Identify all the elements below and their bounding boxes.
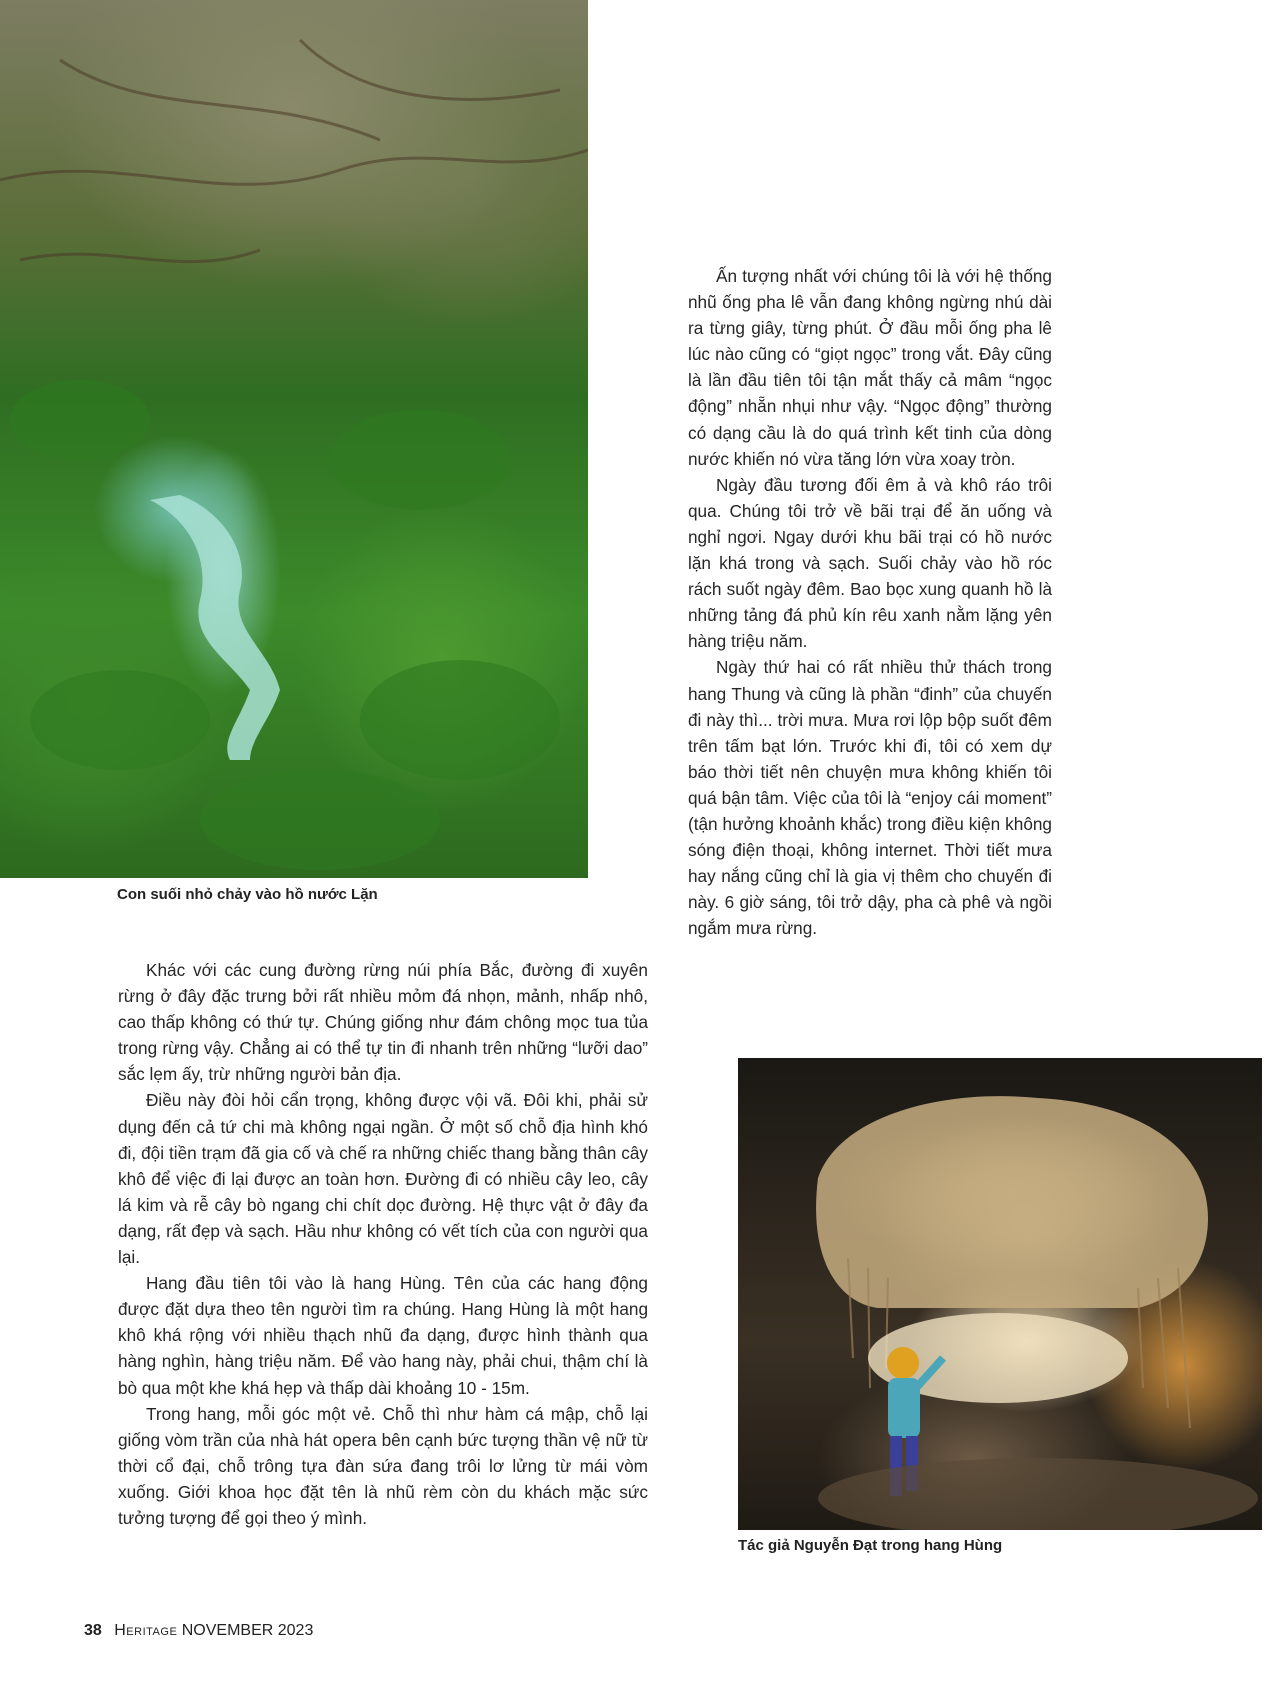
forest-photo-caption: Con suối nhỏ chảy vào hồ nước Lặn xyxy=(117,886,378,903)
paragraph: Hang đầu tiên tôi vào là hang Hùng. Tên của các hang động được đặt dựa theo tên người tìm ra chúng. Hang Hùng là một hang khô khá rộng với nhiều thạch nhũ đa dạng, được hình thành qua hàng nghìn, hàng triệu năm. Để vào hang này, phải chui, thậm chí là bò qua một khe khá hẹp và thấp dài khoảng 10 - 15m. xyxy=(118,1273,648,1398)
paragraph: Khác với các cung đường rừng núi phía Bắc, đường đi xuyên rừng ở đây đặc trưng bởi rất nhiều mỏm đá nhọn, mảnh, nhấp nhô, cao thấp không có thứ tự. Chúng giống như đám chông mọc tua tủa trong rừng vậy. Chẳng ai có thể tự tin đi nhanh trên những “lưỡi dao” sắc lẹm ấy, trừ những người bản địa. xyxy=(118,960,648,1085)
forest-stream-illustration xyxy=(0,0,588,878)
article-left-column xyxy=(118,957,648,1531)
forest-stream-photo xyxy=(0,0,588,878)
paragraph: Trong hang, mỗi góc một vẻ. Chỗ thì như hàm cá mập, chỗ lại giống vòm trần của nhà hát opera bên cạnh bức tượng thần vệ nữ từ thời cổ đại, chỗ trông tựa đàn sứa đang trôi lơ lửng từ mái vòm xuống. Giới khoa học đặt tên là nhũ rèm còn du khách mặc sức tưởng tượng để gọi theo ý mình. xyxy=(118,1403,648,1528)
paragraph: Ấn tượng nhất với chúng tôi là với hệ thống nhũ ống pha lê vẫn đang không ngừng nhú dài ra từng giây, từng phút. Ở đầu mỗi ống pha lê lúc nào cũng có “giọt ngọc” trong vắt. Đây cũng là lần đầu tiên tôi tận mắt thấy cả mâm “ngọc động” nhẵn nhụi như vậy. “Ngọc động” thường có dạng cầu là do quá trình kết tinh của dòng nước khiến nó vừa tăng lớn vừa xoay tròn. xyxy=(688,266,1052,469)
paragraph: Ngày đầu tương đối êm ả và khô ráo trôi qua. Chúng tôi trở về bãi trại để ăn uống và nghỉ ngơi. Ngay dưới khu bãi trại có hồ nước lặn khá trong và sạch. Suối chảy vào hồ róc rách suốt ngày đêm. Bao bọc xung quanh hồ là những tảng đá phủ kín rêu xanh nằm lặng yên hàng triệu năm. xyxy=(688,474,1052,652)
paragraph: Ngày thứ hai có rất nhiều thử thách trong hang Thung và cũng là phần “đinh” của chuyến đi này thì... trời mưa. Mưa rơi lộp bộp suốt đêm trên tấm bạt lớn. Trước khi đi, tôi có xem dự báo thời tiết nên chuyện mưa không khiến tôi quá bận tâm. Việc của tôi là “enjoy cái moment” (tận hưởng khoảnh khắc) trong điều kiện không sóng điện thoại, không internet. Thời tiết mưa hay nắng cũng chỉ là gia vị thêm cho chuyến đi này. 6 giờ sáng, tôi trở dậy, pha cà phê và ngồi ngắm mưa rừng. xyxy=(688,657,1052,939)
article-right-column xyxy=(688,263,1052,941)
paragraph: Điều này đòi hỏi cẩn trọng, không được vội vã. Đôi khi, phải sử dụng đến cả tứ chi mà không ngại ngần. Ở một số chỗ địa hình khó đi, đội tiền trạm đã gia cố và chế ra những chiếc thang bằng thân cây khô để việc đi lại được an toàn hơn. Đường đi có nhiều cây leo, cây lá kim và rễ cây bò ngang chi chít dọc đường. Hệ thực vật ở đây đa dạng, rất đẹp và sạch. Hầu như không có vết tích của con người qua lại. xyxy=(118,1090,648,1268)
page-footer xyxy=(84,1622,313,1640)
cave-illustration xyxy=(738,1058,1262,1530)
magazine-name: Heritage xyxy=(114,1622,178,1639)
issue-date: NOVEMBER 2023 xyxy=(181,1622,314,1639)
page-number: 38 xyxy=(84,1622,102,1639)
cave-photo-caption: Tác giả Nguyễn Đạt trong hang Hùng xyxy=(738,1537,1003,1554)
cave-explorer-photo xyxy=(738,1058,1262,1530)
